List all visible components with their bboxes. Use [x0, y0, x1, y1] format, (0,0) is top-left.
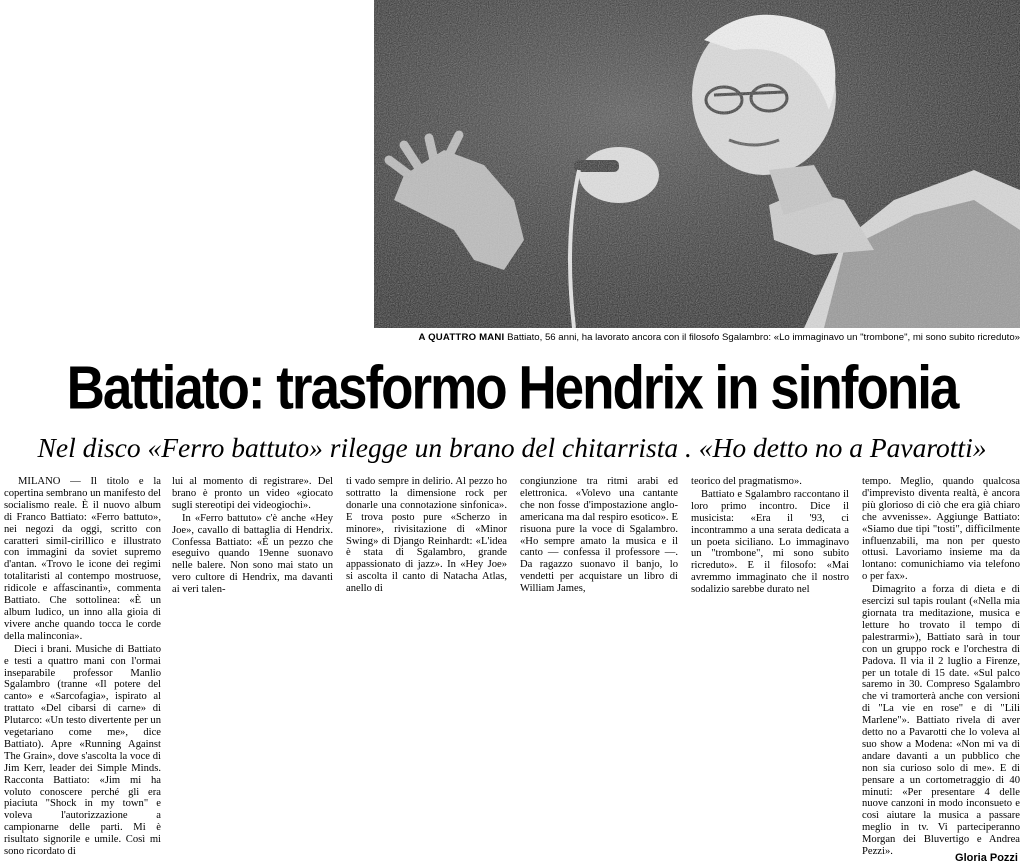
- article-photo: [374, 0, 1020, 328]
- author-signature: Gloria Pozzi: [955, 852, 1018, 864]
- paragraph: In «Ferro battuto» c'è anche «Hey Joe», cavallo di battaglia di Hendrix. Confessa Battiato: «È un pezzo che eseguivo quando 19enne suonavo nelle balere. Non sono mai stato un vero cultore di Hendrix, ma davanti ai veri talen-: [172, 512, 333, 596]
- paragraph: Dimagrito a forza di dieta e di esercizi sul tapis roulant («Nella mia giornata tra meditazione, musica e letture ho trovato il tempo di palestrarmi»), Battiato sarà in tour con un gruppo rock e l'orchestra di Padova. Il via il 2 luglio a Firenze, per un totale di 15 date. «Sul palco saremo in 30. Compreso Sgalambro che vi tramorterà anche con versioni di "La vie en rose" e di "Lili Marlene"». Battiato rivela di aver detto no a Pavarotti che lo voleva al suo show a Modena: «Non mi va di andare davanti a un pubblico che non sia curioso solo di me». E di pensare a un cortometraggio di 40 minuti: «Per presentare 4 delle nuove canzoni in modo inconsueto e così aiutare la musica a passare meglio in tv. Vi parteciperanno Morgan dei Bluvertigo e Andrea Pezzi».: [862, 584, 1020, 858]
- article-headline: Battiato: trasformo Hendrix in sinfonia: [66, 354, 958, 423]
- paragraph: teorico del pragmatismo».: [691, 476, 802, 487]
- photo-caption: [374, 331, 1020, 345]
- caption-lead: A QUATTRO MANI: [418, 332, 505, 343]
- article-column-1: [4, 476, 161, 866]
- paragraph: Battiato e Sgalambro raccontano il loro primo incontro. Dice il musicista: «Era il '93, ci incontrammo a una serata dedicata a un poeta siciliano. Lo immaginavo un "trombone", mi sono subito ricreduto». E il filosofo: «Mai avremmo immaginato che il nostro sodalizio sarebbe durato nel: [691, 488, 849, 596]
- article-column-3: [346, 476, 507, 866]
- paragraph: tempo. Meglio, quando qualcosa d'imprevisto diventa realtà, è ancora più glorioso di ciò che era già chiaro che avvenisse». Aggiunge Battiato: «Siamo due tipi "tosti", difficilmente influenzabili, ma non per questo ottusi. Lavoriamo insieme ma da lontano: comunichiamo via telefono o per fax».: [862, 476, 1020, 583]
- paragraph: MILANO — Il titolo e la copertina sembrano un manifesto del socialismo reale. È il nuovo album di Franco Battiato: «Ferro battuto», nei negozi da oggi, scritto con caratteri simil-cirillico e illustrato con immagini da soviet supremo d'antan. «Trovo le icone dei regimi totalitaristi al contempo mostruose, ridicole e affascinanti», commenta Battiato. Che sottolinea: «È un album ludico, un inno alla gioia di vivere anche quando tocca le corde della malinconia».: [4, 476, 161, 642]
- article-subheadline: Nel disco «Ferro battuto» rilegge un brano del chitarrista . «Ho detto no a Pavarotti»: [37, 432, 987, 463]
- article-column-4: [520, 476, 678, 866]
- caption-text: Battiato, 56 anni, ha lavorato ancora con il filosofo Sgalambro: «Lo immaginavo un "trombone", mi sono subito ricreduto»: [507, 332, 1020, 343]
- singer-photo-illustration: [374, 0, 1020, 328]
- paragraph: congiunzione tra ritmi arabi ed elettronica. «Volevo una cantante che non fosse d'impostazione anglo-americana ma dal respiro esotico». E risuona pure la voce di Sgalambro. «Ho sempre amato la musica e il canto — confessa il professore —. Da ragazzo suonavo il banjo, lo vendetti per acquistare un libro di William James,: [520, 476, 678, 595]
- article-column-5: [691, 476, 849, 866]
- paragraph: Dieci i brani. Musiche di Battiato e testi a quattro mani con l'ormai inseparabile professor Manlio Sgalambro (tranne «Il potere del canto» e «Sarcofagia», ispirato al trattato «Del cibarsi di carne» di Plutarco: «Un testo divertente per un vegetariano come me», dice Battiato). Apre «Running Against The Grain», dove s'ascolta la voce di Jim Kerr, leader dei Simple Minds. Racconta Battiato: «Jim mi ha voluto conoscere perché gli era piaciuta "Shock in my town" e voleva l'autorizzazione a campionarne delle parti. Mi è risultato signorile e umile. Così mi sono ricordato di: [4, 643, 161, 858]
- article-column-2: [172, 476, 333, 866]
- paragraph: lui al momento di registrare». Del brano è pronto un video «giocato sugli stereotipi dei videogiochi».: [172, 476, 333, 511]
- paragraph: ti vado sempre in delirio. Al pezzo ho sottratto la dimensione rock per donarle una connotazione sinfonica». E trova posto pure «Scherzo in minore», rivisitazione di «Minor Swing» di Django Reinhardt: «L'idea è stata di Sgalambro, grande appassionato di jazz». In «Hey Joe» si ascolta il canto di Natacha Atlas, anello di: [346, 476, 507, 595]
